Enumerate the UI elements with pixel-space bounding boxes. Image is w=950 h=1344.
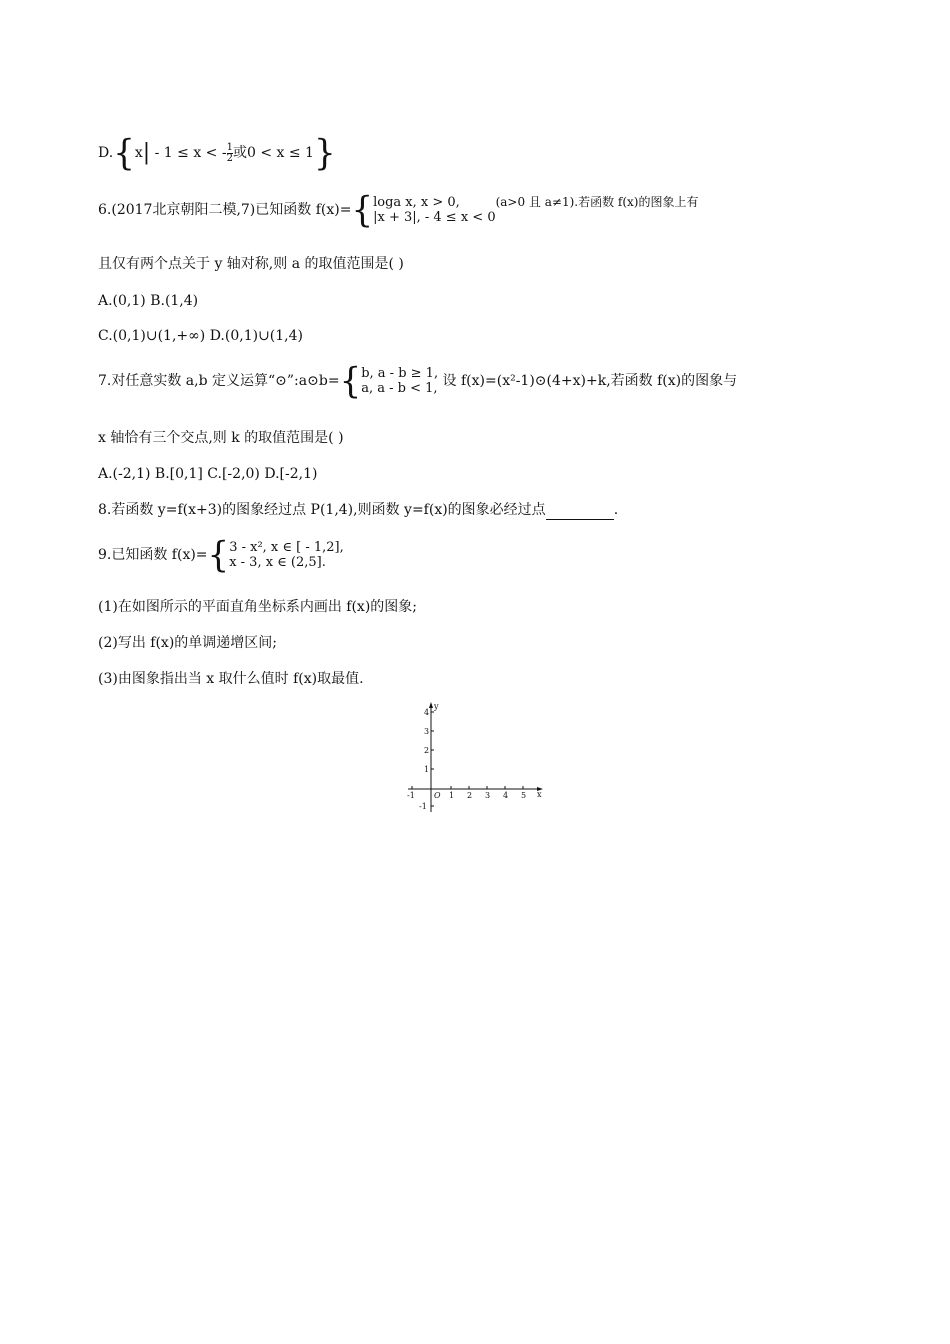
set-condition-1: - 1 ≤ x < - — [150, 145, 227, 161]
y-tick-label-1: 1 — [424, 765, 430, 774]
x-tick-label-neg1: -1 — [407, 791, 415, 800]
q9-part-3: (3)由图象指出当 x 取什么值时 f(x)取最值. — [98, 671, 364, 687]
coordinate-system-figure — [400, 700, 550, 815]
q7-stem — [98, 360, 738, 402]
set-condition-2: 或0 < x ≤ 1 — [232, 145, 314, 161]
fraction-denominator: 2 — [226, 152, 233, 164]
q7-cases — [361, 366, 438, 396]
q6-case-2: |x + 3|, - 4 ≤ x < 0 — [373, 210, 496, 225]
right-brace: } — [313, 132, 336, 174]
q8-stem — [98, 500, 618, 520]
q9-case-1: 3 - x², x ∈ [ - 1,2], — [229, 540, 344, 555]
q9-stem — [98, 534, 344, 576]
q6-suffix: (a>0 且 a≠1).若函数 f(x)的图象上有 — [495, 195, 699, 209]
q6-cases — [373, 195, 496, 225]
y-tick-label-2: 2 — [424, 746, 430, 755]
q7-case-2: a, a - b < 1, — [361, 381, 438, 396]
x-tick-label-2: 2 — [467, 791, 473, 800]
q6-stem — [98, 189, 699, 231]
q9-cases — [229, 540, 344, 570]
piecewise-brace: { — [207, 534, 230, 576]
set-bar: | — [142, 140, 151, 165]
y-tick-label-neg1: -1 — [419, 802, 427, 811]
y-tick-label-4: 4 — [424, 708, 430, 717]
fraction-numerator: 1 — [226, 141, 233, 153]
piecewise-brace: { — [351, 189, 374, 231]
q6-options-2: C.(0,1)∪(1,+∞) D.(0,1)∪(1,4) — [98, 328, 303, 344]
x-tick-label-5: 5 — [521, 791, 527, 800]
x-axis-label: x — [537, 790, 542, 799]
q8-text: 8.若函数 y=f(x+3)的图象经过点 P(1,4),则函数 y=f(x)的图象必经过点 — [98, 502, 546, 518]
q9-case-2: x - 3, x ∈ (2,5]. — [229, 555, 326, 570]
piecewise-brace: { — [339, 360, 362, 402]
option-label: D. — [98, 145, 114, 161]
q8-end: . — [613, 502, 619, 518]
x-tick-label-4: 4 — [503, 791, 509, 800]
q7-suffix: 设 f(x)=(x²-1)⊙(4+x)+k,若函数 f(x)的图象与 — [442, 373, 738, 389]
q5-option-d — [98, 132, 336, 174]
x-tick-label-1: 1 — [449, 791, 455, 800]
q9-part-1: (1)在如图所示的平面直角坐标系内画出 f(x)的图象; — [98, 599, 417, 615]
q9-prefix: 9.已知函数 f(x)= — [98, 547, 208, 563]
y-tick-label-3: 3 — [424, 727, 430, 736]
y-axis-arrow — [429, 702, 433, 708]
q6-prefix: 6.(2017北京朝阳二模,7)已知函数 f(x)= — [98, 202, 352, 218]
q7-line2: x 轴恰有三个交点,则 k 的取值范围是( ) — [98, 430, 344, 446]
x-tick-label-3: 3 — [485, 791, 491, 800]
set-variable: x — [134, 145, 143, 161]
answer-blank[interactable] — [546, 505, 614, 520]
origin-label: O — [434, 791, 441, 800]
q6-case-1: loga x, x > 0, — [373, 195, 460, 210]
q9-part-2: (2)写出 f(x)的单调递增区间; — [98, 635, 277, 651]
q7-prefix: 7.对任意实数 a,b 定义运算“⊙”:a⊙b= — [98, 373, 340, 389]
q7-case-1: b, a - b ≥ 1, — [361, 366, 439, 381]
left-brace: { — [113, 132, 135, 174]
q6-options-1: A.(0,1) B.(1,4) — [98, 293, 199, 309]
q6-line2: 且仅有两个点关于 y 轴对称,则 a 的取值范围是( ) — [98, 256, 404, 272]
y-axis-label: y — [434, 702, 439, 711]
q7-options: A.(-2,1) B.[0,1] C.[-2,0) D.[-2,1) — [98, 466, 318, 482]
